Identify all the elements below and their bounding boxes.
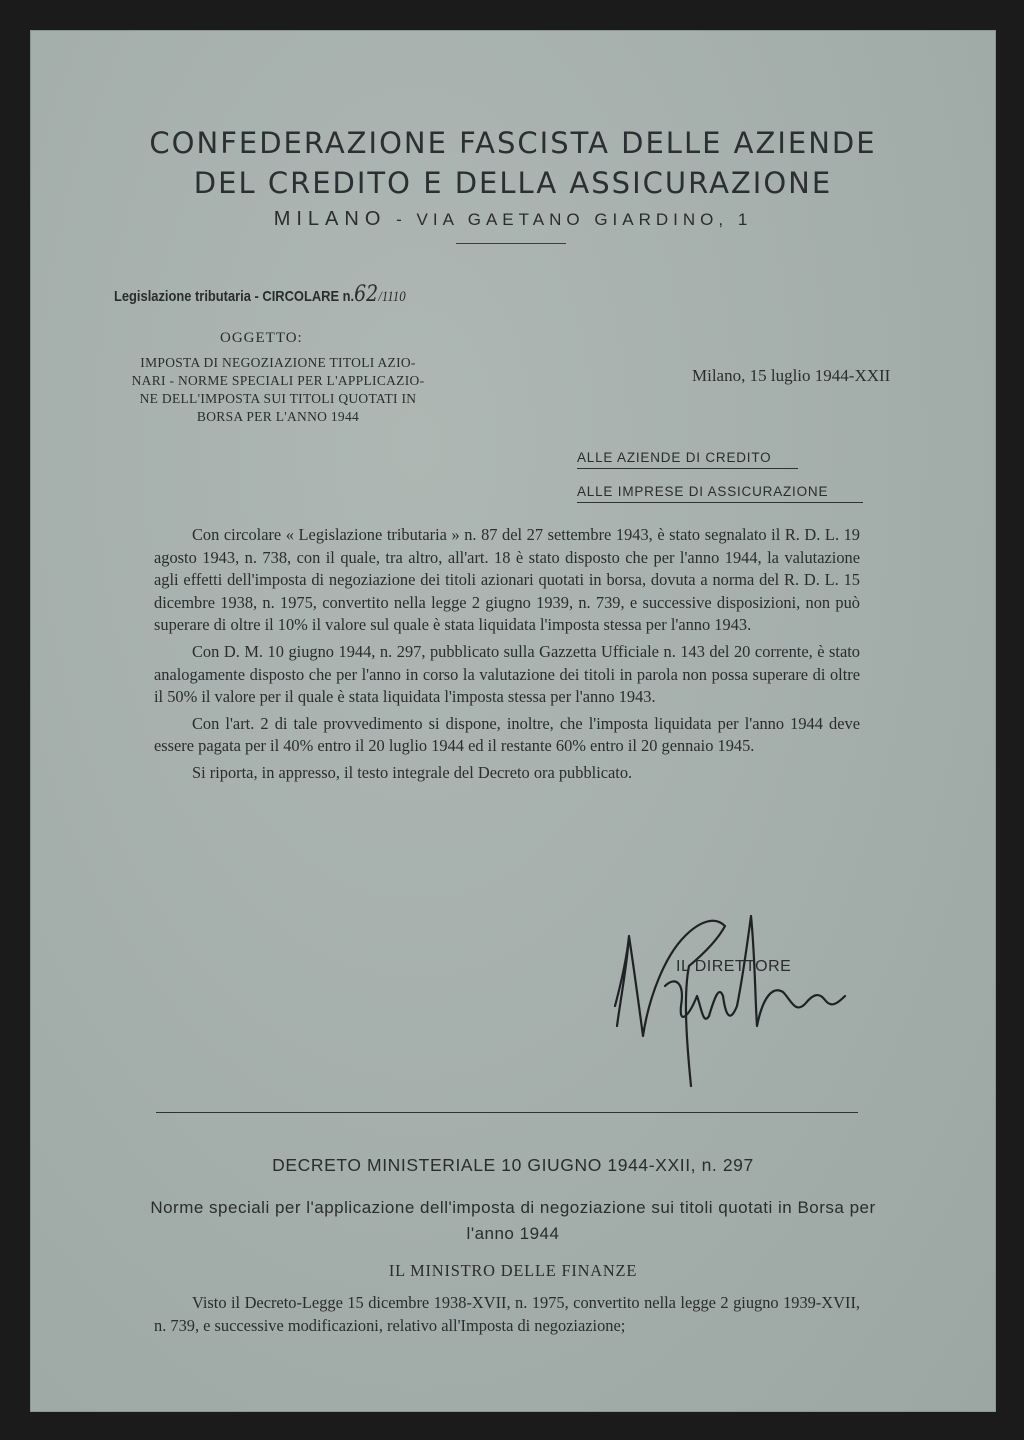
addressee-text: ALLE IMPRESE DI ASSICURAZIONE	[577, 484, 829, 499]
decree-title: DECRETO MINISTERIALE 10 GIUGNO 1944-XXII, n. 297	[272, 1155, 754, 1175]
addressee-credit	[577, 450, 771, 465]
section-divider	[156, 1112, 858, 1113]
letterhead-separator: -	[396, 210, 407, 229]
letterhead-line-2: DEL CREDITO E DELLA ASSICURAZIONE	[193, 166, 833, 200]
circular-number-suffix: /1110	[378, 289, 406, 305]
subject-label: OGGETTO:	[220, 330, 303, 346]
letter-body	[154, 524, 860, 789]
decree-subtitle: Norme speciali per l'applicazione dell'imposta di negoziazione sui titoli quotati in Borsa per l'anno 1944	[150, 1198, 876, 1243]
letterhead-line-1: CONFEDERAZIONE FASCISTA DELLE AZIENDE	[149, 126, 877, 160]
letterhead-city: MILANO	[273, 208, 387, 230]
subject-line: IMPOSTA DI NEGOZIAZIONE TITOLI AZIO-	[140, 355, 416, 370]
handwritten-signature	[605, 896, 865, 1096]
body-paragraph: Con l'art. 2 di tale provvedimento si dispone, inoltre, che l'imposta liquidata per l'anno 1944 deve essere pagata per il 40% entro il 20 luglio 1944 ed il restante 60% entro il 20 gennaio 1945.	[154, 713, 860, 756]
subject-line: BORSA PER L'ANNO 1944	[196, 409, 360, 424]
addressee-insurance	[577, 484, 828, 499]
letterhead-address	[30, 208, 996, 231]
subject-text	[108, 354, 448, 426]
body-paragraph: Con D. M. 10 giugno 1944, n. 297, pubblicato sulla Gazzetta Ufficiale n. 143 del 20 corrente, è stato analogamente disposto che per l'anno in corso la valutazione dei titoli in parola non possa superare di oltre il 50% il valore per il quale è stata liquidata l'imposta stessa per l'anno 1943.	[154, 641, 860, 707]
document-page	[30, 30, 996, 1412]
letterhead-street: VIA GAETANO GIARDINO, 1	[416, 210, 753, 229]
addressee-underline	[577, 502, 863, 503]
body-paragraph: Con circolare « Legislazione tributaria » n. 87 del 27 settembre 1943, è stato segnalato il R. D. L. 19 agosto 1943, n. 738, con il quale, tra altro, all'art. 18 è stato disposto che per l'anno 1944, la valutazione agli effetti dell'imposta di negoziazione dei titoli azionari quotati in borsa, dovuta a norma del R. D. L. 15 dicembre 1938, n. 1975, convertito nella legge 2 giugno 1939, n. 739, e successive disposizioni, non può superare di oltre il 10% il valore sul quale è stata liquidata l'imposta stessa per l'anno 1943.	[154, 525, 860, 635]
circular-label: Legislazione tributaria - CIRCOLARE n.	[114, 288, 355, 305]
circular-number-handwritten: 62	[354, 282, 379, 307]
decree-paragraph: Visto il Decreto-Legge 15 dicembre 1938-XVII, n. 1975, convertito nella legge 2 giugno 1939-XVII, n. 739, e successive modificazioni, relativo all'Imposta di negoziazione;	[154, 1293, 860, 1335]
circular-reference	[114, 282, 406, 307]
subject-line: NE DELL'IMPOSTA SUI TITOLI QUOTATI IN	[139, 391, 417, 406]
addressee-underline	[577, 468, 798, 469]
signature-label: IL DIRETTORE	[676, 958, 792, 975]
letterhead-divider	[456, 243, 566, 244]
addressee-text: ALLE AZIENDE DI CREDITO	[577, 450, 772, 465]
body-paragraph: Si riporta, in appresso, il testo integrale del Decreto ora pubblicato.	[192, 762, 633, 782]
document-date: Milano, 15 luglio 1944-XXII	[692, 366, 891, 385]
decree-minister: IL MINISTRO DELLE FINANZE	[388, 1261, 638, 1280]
subject-line: NARI - NORME SPECIALI PER L'APPLICAZIO-	[131, 373, 425, 388]
decree-visto	[154, 1292, 860, 1337]
